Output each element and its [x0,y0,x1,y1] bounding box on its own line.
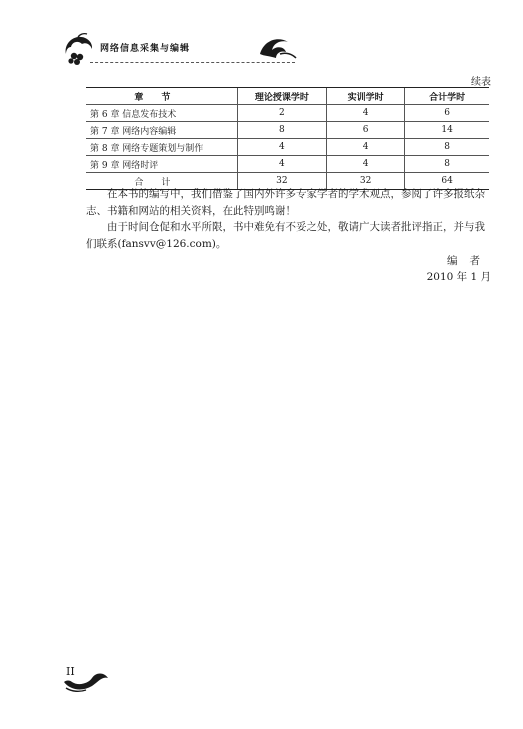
total-hours-cell: 8 [405,156,489,173]
header-dashed-rule [90,62,295,63]
chapter-cell: 第 8 章 网络专题策划与制作 [86,139,237,156]
total-hours-cell: 8 [405,139,489,156]
grape-leaf-emblem-icon [62,32,96,66]
acknowledgement-paragraph [86,186,491,220]
chapter-cell: 第 7 章 网络内容编辑 [86,122,237,139]
theory-hours-cell: 4 [237,139,326,156]
practice-hours-cell: 4 [326,156,404,173]
table-continued-label: 续表 [471,77,491,88]
wave-ornament-icon [258,34,298,60]
theory-hours-cell: 8 [237,122,326,139]
chapter-cell: 第 9 章 网络时评 [86,156,237,173]
running-header-title: 网络信息采集与编辑 [100,44,191,54]
practice-hours-cell: 6 [326,122,404,139]
total-hours-total-cell: 64 [405,173,489,190]
column-header-theory-hours: 理论授课学时 [237,88,326,105]
practice-hours-cell: 4 [326,139,404,156]
page-number: II [66,665,75,678]
theory-hours-cell: 4 [237,156,326,173]
total-hours-cell: 14 [405,122,489,139]
disclaimer-text: 由于时间仓促和水平所限，书中难免有不妥之处，敬请广大读者批评指正，并与我们联系(fansvv@126.com)。 [86,221,485,250]
syllabus-hours-table [86,87,489,190]
column-header-chapter: 章节 [86,88,237,105]
editor-signature: 编者 [447,255,492,267]
acknowledgement-text: 在本书的编写中，我们借鉴了国内外许多专家学者的学术观点，参阅了许多报纸杂志、书籍和网站的相关资料，在此特别鸣谢！ [86,188,485,217]
column-header-total-hours: 合计学时 [405,88,489,105]
column-header-practice-hours: 实训学时 [326,88,404,105]
total-label-cell: 合计 [86,173,237,190]
practice-hours-cell: 4 [326,105,404,122]
signature-date: 2010 年 1 月 [426,271,491,283]
theory-hours-cell: 2 [237,105,326,122]
table-row [86,122,489,139]
theory-hours-total-cell: 32 [237,173,326,190]
total-hours-cell: 6 [405,105,489,122]
table-row [86,139,489,156]
table-row [86,105,489,122]
table-row [86,156,489,173]
disclaimer-paragraph [86,219,491,253]
chapter-cell: 第 6 章 信息发布技术 [86,105,237,122]
practice-hours-total-cell: 32 [326,173,404,190]
table-header-row [86,88,489,105]
footer-wave-ornament-icon [62,668,110,694]
running-header [62,32,482,66]
